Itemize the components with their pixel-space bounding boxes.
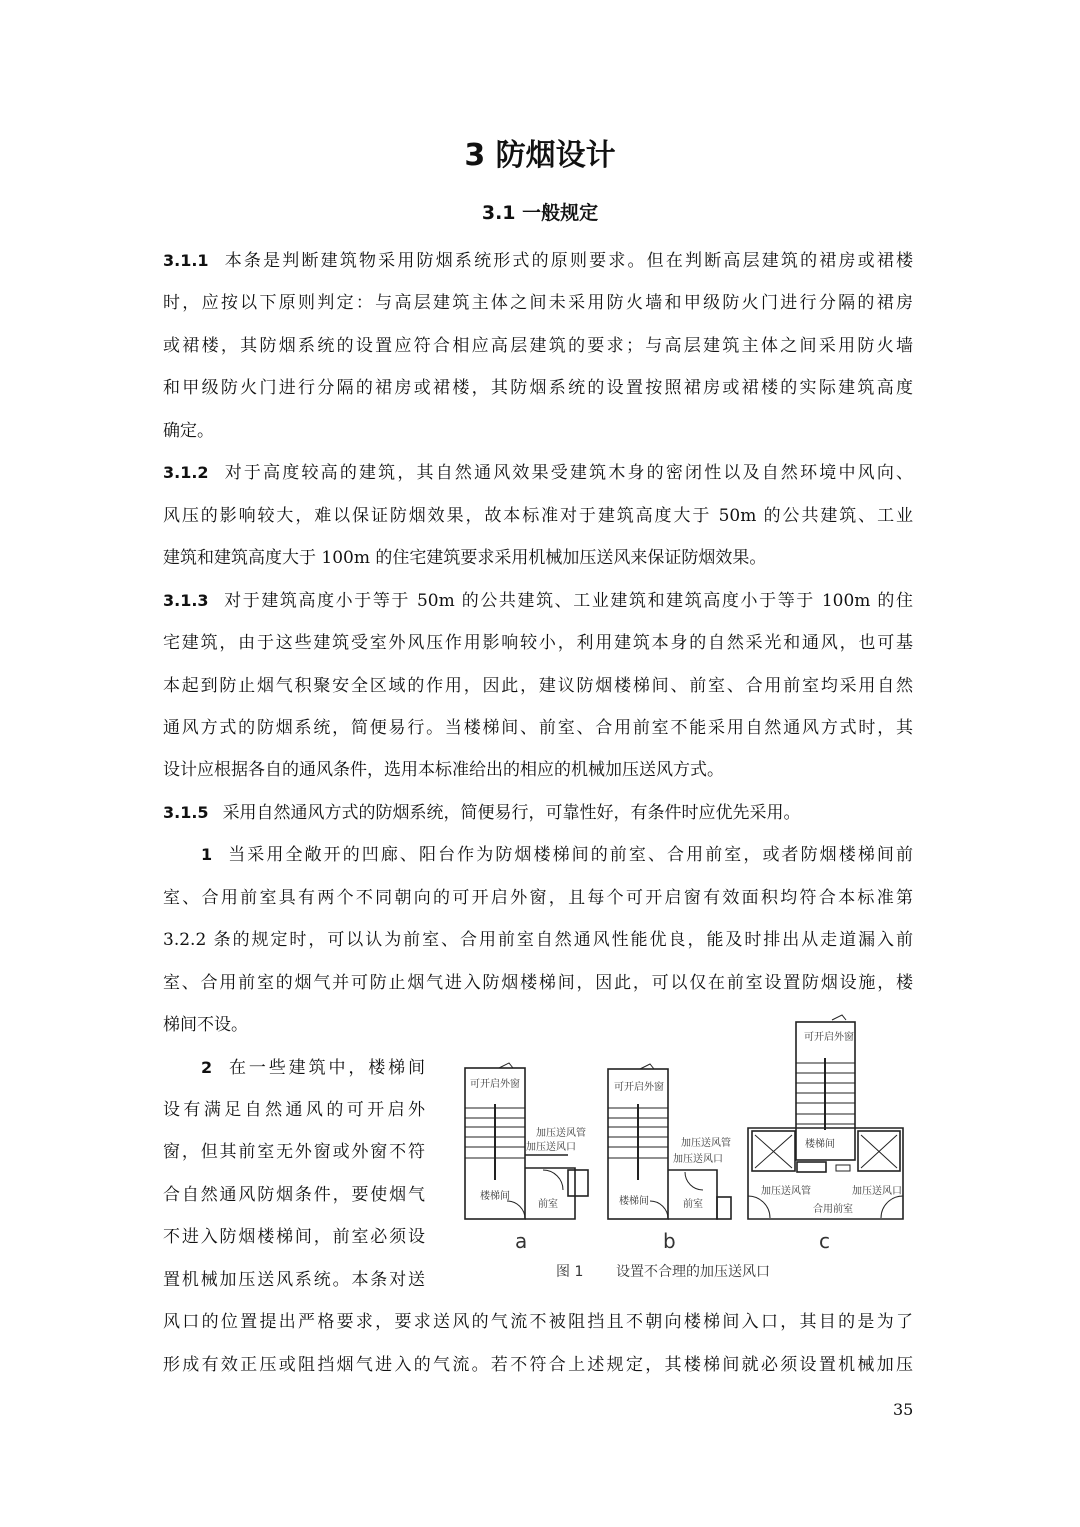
line-text: 本起到防止烟气积聚安全区域的作用，因此，建议防烟楼梯间、前室、合用前室均采用自然 xyxy=(163,675,913,696)
label-outlet-c: 加压送风口 xyxy=(852,1186,902,1197)
label-window-b: 可开启外窗 xyxy=(614,1082,664,1093)
line-text: 设有满足自然通风的可开启外 xyxy=(163,1100,425,1120)
line-text: 室、合用前室的烟气并可防止烟气进入防烟楼梯间，因此，可以仅在前室设置防烟设施，楼 xyxy=(163,972,913,993)
line-text: 宅建筑，由于这些建筑受室外风压作用影响较小，利用建筑本身的自然采光和通风，也可基 xyxy=(163,633,913,654)
line-text: 或裙楼，其防烟系统的设置应符合相应高层建筑的要求；与高层建筑主体之间采用防火墙 xyxy=(163,335,913,356)
label-duct-c: 加压送风管 xyxy=(761,1186,811,1197)
sublabel-a: a xyxy=(515,1229,528,1253)
line-text: 室、合用前室具有两个不同朝向的可开启外窗，且每个可开启窗有效面积均符合本标准第 xyxy=(163,887,913,908)
clause-number: 3.1.5 xyxy=(163,802,209,822)
figure-caption-text: 设置不合理的加压送风口 xyxy=(616,1264,770,1280)
line-text: 形成有效正压或阻挡烟气进入的气流。若不符合上述规定，其楼梯间就必须设置机械加压 xyxy=(163,1354,913,1375)
label-duct-a: 加压送风管 xyxy=(536,1128,586,1139)
line-text: 合自然通风防烟条件，要使烟气 xyxy=(163,1184,425,1205)
line-text: 本条是判断建筑物采用防烟系统形式的原则要求。但在判断高层建筑的裙房或裙楼 xyxy=(222,251,913,271)
line-text: 确定。 xyxy=(163,420,214,441)
line-text: 在一些建筑中，楼梯间 xyxy=(226,1057,425,1078)
label-stair-a: 楼梯间 xyxy=(480,1191,510,1202)
label-anteroom-a: 前室 xyxy=(538,1199,558,1210)
clause-number: 1 xyxy=(201,845,213,865)
label-stair-b: 楼梯间 xyxy=(619,1196,649,1207)
figure-caption-number: 图 1 xyxy=(556,1264,584,1280)
label-outlet-a: 加压送风口 xyxy=(526,1142,576,1153)
line-text: 采用自然通风方式的防烟系统，简便易行，可靠性好，有条件时应优先采用。 xyxy=(222,802,801,823)
label-shared-anteroom-c: 合用前室 xyxy=(813,1204,853,1215)
clause-number: 3.1.2 xyxy=(163,463,209,483)
line-text: 当采用全敞开的凹廊、阳台作为防烟楼梯间的前室、合用前室，或者防烟楼梯间前 xyxy=(226,845,913,866)
clause-number: 2 xyxy=(201,1057,213,1077)
label-window-a: 可开启外窗 xyxy=(470,1079,520,1090)
label-outlet-b: 加压送风口 xyxy=(673,1154,723,1165)
label-duct-b: 加压送风管 xyxy=(681,1138,731,1149)
label-stair-c: 楼梯间 xyxy=(805,1139,835,1150)
chapter-title: 3 防烟设计 xyxy=(464,138,616,173)
line-text: 窗，但其前室无外窗或外窗不符 xyxy=(163,1142,425,1163)
line-text: 梯间不设。 xyxy=(163,1015,248,1036)
line-text: 风口的位置提出严格要求，要求送风的气流不被阻挡且不朝向楼梯间入口，其目的是为了 xyxy=(163,1312,913,1333)
sublabel-c: c xyxy=(819,1229,830,1253)
line-text: 和甲级防火门进行分隔的裙房或裙楼，其防烟系统的设置按照裙房或裙楼的实际建筑高度 xyxy=(163,378,913,399)
line-text: 3.2.2 条的规定时，可以认为前室、合用前室自然通风性能优良，能及时排出从走道漏入前 xyxy=(163,930,913,951)
line-text: 时，应按以下原则判定：与高层建筑主体之间未采用防火墙和甲级防火门进行分隔的裙房 xyxy=(163,293,913,314)
label-anteroom-b: 前室 xyxy=(683,1199,703,1210)
clause-number: 3.1.3 xyxy=(163,590,209,610)
line-text: 设计应根据各自的通风条件，选用本标准给出的相应的机械加压送风方式。 xyxy=(163,760,724,781)
line-text: 对于建筑高度小于等于 50m 的公共建筑、工业建筑和建筑高度小于等于 100m 的住 xyxy=(222,590,913,611)
line-text: 建筑和建筑高度大于 100m 的住宅建筑要求采用机械加压送风来保证防烟效果。 xyxy=(163,548,767,569)
label-window-c: 可开启外窗 xyxy=(804,1032,854,1043)
line-text: 对于高度较高的建筑，其自然通风效果受建筑木身的密闭性以及自然环境中风向、 xyxy=(222,463,913,484)
line-text: 通风方式的防烟系统，简便易行。当楼梯间、前室、合用前室不能采用自然通风方式时，其 xyxy=(163,717,913,738)
sublabel-b: b xyxy=(663,1229,676,1253)
page-number: 35 xyxy=(893,1400,914,1419)
line-text: 风压的影响较大，难以保证防烟效果，故本标准对于建筑高度大于 50m 的公共建筑、工业 xyxy=(163,505,913,526)
line-text: 置机械加压送风系统。本条对送 xyxy=(163,1269,425,1290)
line-text: 不进入防烟楼梯间，前室必须设 xyxy=(163,1227,425,1248)
clause-number: 3.1.1 xyxy=(163,251,209,270)
section-title: 3.1 一般规定 xyxy=(481,202,599,224)
